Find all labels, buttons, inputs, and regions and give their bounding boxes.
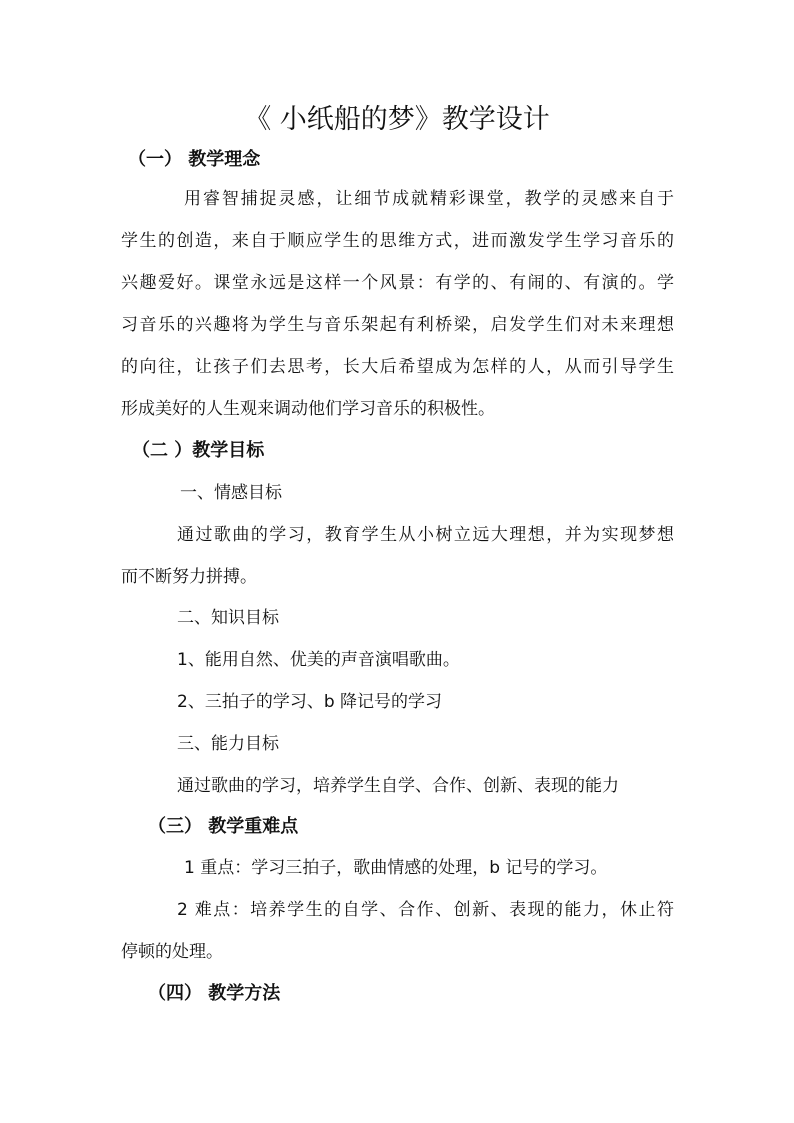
section-heading-teaching-methods: （四） 教学方法 — [148, 983, 281, 1004]
paragraph-line: 学生的创造，来自于顺应学生的思维方式，进而激发学生学习音乐的 — [121, 231, 674, 251]
subsection-title-emotional-goal: 一、情感目标 — [180, 483, 282, 503]
paragraph-line: 用睿智捕捉灵感，让细节成就精彩课堂，教学的灵感来自于 — [184, 189, 674, 209]
paragraph-line: 通过歌曲的学习，教育学生从小树立远大理想，并为实现梦想 — [177, 525, 674, 545]
paragraph-line: 而不断努力拼搏。 — [121, 567, 257, 587]
paragraph-line: 的向往，让孩子们去思考，长大后希望成为怎样的人，从而引导学生 — [121, 357, 674, 377]
paragraph-line: 习音乐的兴趣将为学生与音乐架起有利桥梁，启发学生们对未来理想 — [121, 315, 674, 335]
list-item: 2、三拍子的学习、b 降记号的学习 — [177, 692, 443, 712]
paragraph-line: 形成美好的人生观来调动他们学习音乐的积极性。 — [121, 399, 495, 419]
section-heading-key-difficult-points: （三） 教学重难点 — [148, 816, 299, 837]
document-title: 《 小纸船的梦》教学设计 — [244, 104, 550, 135]
paragraph-line: 停顿的处理。 — [121, 942, 223, 962]
paragraph-line: 1 重点：学习三拍子，歌曲情感的处理，b 记号的学习。 — [184, 858, 608, 878]
list-item: 1、能用自然、优美的声音演唱歌曲。 — [177, 650, 460, 670]
section-heading-teaching-philosophy: （一） 教学理念 — [128, 149, 261, 170]
paragraph-line: 兴趣爱好。课堂永远是这样一个风景：有学的、有闹的、有演的。学 — [121, 273, 674, 293]
subsection-title-ability-goal: 三、能力目标 — [177, 734, 279, 754]
paragraph-line: 通过歌曲的学习，培养学生自学、合作、创新、表现的能力 — [177, 776, 619, 796]
paragraph-line: 2 难点：培养学生的自学、合作、创新、表现的能力，休止符 — [177, 900, 674, 920]
section-heading-teaching-objectives: （二 ）教学目标 — [132, 440, 265, 461]
subsection-title-knowledge-goal: 二、知识目标 — [177, 608, 279, 628]
